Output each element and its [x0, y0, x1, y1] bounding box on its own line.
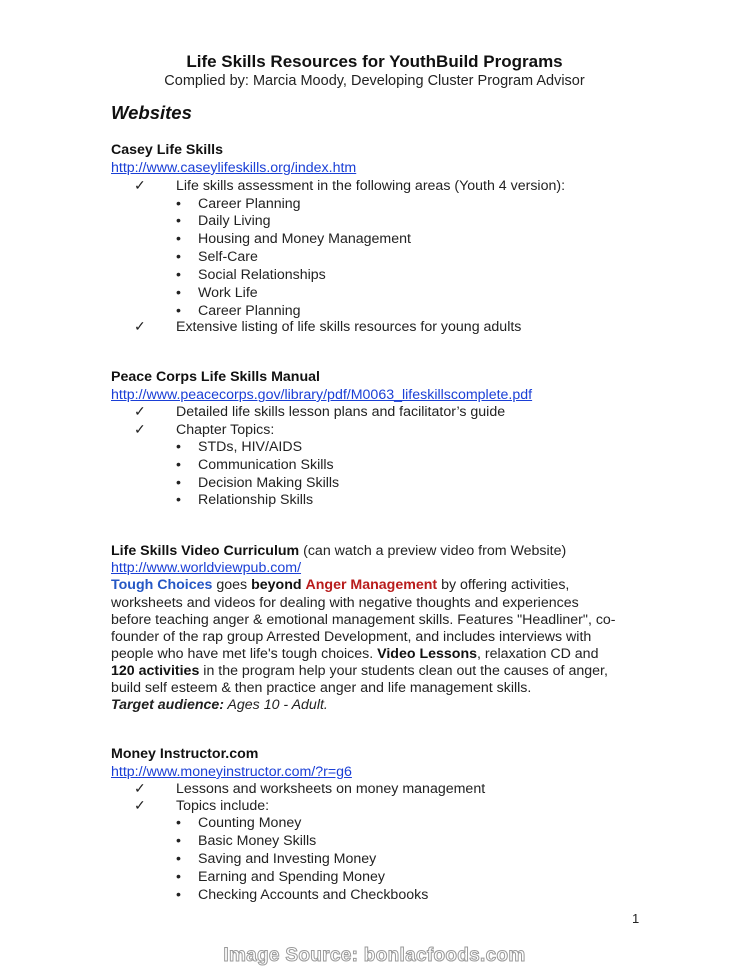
item-text: Decision Making Skills: [198, 475, 340, 491]
item-text: Daily Living: [198, 213, 271, 229]
resource-name: Peace Corps Life Skills Manual: [111, 369, 320, 385]
resource-name: Life Skills Video Curriculum: [111, 543, 300, 559]
resource-title: [111, 141, 223, 159]
item-text: Checking Accounts and Checkbooks: [198, 887, 429, 903]
paragraph-line: [111, 696, 328, 714]
bullet-icon: •: [176, 196, 181, 212]
text-segment: worksheets and videos for dealing with negative thoughts and experiences: [111, 595, 579, 611]
item-text: Extensive listing of life skills resources for young adults: [176, 319, 522, 335]
text-segment: people who have met life's tough choices.: [111, 646, 378, 662]
text-segment: , relaxation CD and: [477, 646, 599, 662]
text-segment: Target audience:: [111, 697, 225, 713]
document-title: Life Skills Resources for YouthBuild Programs: [186, 52, 563, 71]
bullet-icon: •: [176, 303, 181, 319]
item-text: Career Planning: [198, 196, 301, 212]
document-subtitle: Complied by: Marcia Moody, Developing Cluster Program Advisor: [164, 73, 585, 89]
paragraph-line: [111, 611, 616, 629]
item-text: Earning and Spending Money: [198, 869, 385, 885]
item-text: Chapter Topics:: [176, 422, 275, 438]
checkmark-icon: ✓: [134, 798, 146, 814]
resource-link[interactable]: http://www.moneyinstructor.com/?r=g6: [111, 764, 352, 780]
item-text: Career Planning: [198, 303, 301, 319]
item-text: Relationship Skills: [198, 492, 314, 508]
text-segment: by offering activities,: [437, 577, 570, 593]
checklist-item: [134, 780, 485, 798]
checkmark-icon: ✓: [134, 422, 146, 438]
bullet-item: [176, 868, 385, 886]
text-segment: 120 activities: [111, 663, 200, 679]
text-segment: goes: [212, 577, 252, 593]
bullet-icon: •: [176, 887, 181, 903]
item-text: STDs, HIV/AIDS: [198, 439, 303, 455]
item-text: Lessons and worksheets on money management: [176, 781, 486, 797]
resource-name: Money Instructor.com: [111, 746, 259, 762]
bullet-icon: •: [176, 475, 181, 491]
checkmark-icon: ✓: [134, 178, 146, 194]
checklist-item: [134, 403, 505, 421]
bullet-icon: •: [176, 231, 181, 247]
bullet-item: [176, 474, 339, 492]
text-segment: Video Lessons: [377, 646, 478, 662]
paragraph-line: [111, 576, 569, 594]
checklist-item: [134, 421, 274, 439]
bullet-icon: •: [176, 869, 181, 885]
resource-link[interactable]: http://www.peacecorps.gov/library/pdf/M0063_lifeskillscomplete.pdf: [111, 387, 533, 403]
paragraph-line: [111, 662, 608, 680]
bullet-item: [176, 438, 302, 456]
resource-note: (can watch a preview video from Website): [299, 543, 567, 559]
bullet-item: [176, 212, 271, 230]
bullet-item: [176, 266, 326, 284]
page-number: 1: [632, 911, 640, 926]
item-text: Social Relationships: [198, 267, 326, 283]
bullet-icon: •: [176, 439, 181, 455]
text-segment: Tough Choices: [111, 577, 213, 593]
section-heading-websites: Websites: [111, 102, 192, 123]
item-text: Detailed life skills lesson plans and facilitator’s guide: [176, 404, 506, 420]
item-text: Communication Skills: [198, 457, 334, 473]
bullet-item: [176, 886, 428, 904]
bullet-item: [176, 814, 301, 832]
checkmark-icon: ✓: [134, 319, 146, 335]
bullet-item: [176, 284, 258, 302]
item-text: Life skills assessment in the following areas (Youth 4 version):: [176, 178, 566, 194]
item-text: Saving and Investing Money: [198, 851, 377, 867]
resource-name: Casey Life Skills: [111, 142, 223, 158]
item-text: Topics include:: [176, 798, 270, 814]
resource-title: [111, 368, 320, 386]
checklist-item: [134, 177, 565, 195]
bullet-icon: •: [176, 492, 181, 508]
item-text: Work Life: [198, 285, 258, 301]
bullet-icon: •: [176, 815, 181, 831]
checklist-item: [134, 797, 269, 815]
text-segment: Anger Management: [305, 577, 438, 593]
paragraph-line: [111, 628, 591, 646]
text-segment: beyond: [251, 577, 302, 593]
text-segment: build self esteem & then practice anger and life management skills.: [111, 680, 532, 696]
bullet-icon: •: [176, 285, 181, 301]
checklist-item: [134, 318, 521, 336]
bullet-item: [176, 850, 376, 868]
bullet-icon: •: [176, 213, 181, 229]
bullet-item: [176, 195, 301, 213]
item-text: Housing and Money Management: [198, 231, 411, 247]
bullet-item: [176, 230, 411, 248]
text-segment: founder of the rap group Arrested Development, and includes interviews with: [111, 629, 592, 645]
bullet-icon: •: [176, 851, 181, 867]
paragraph-line: [111, 645, 598, 663]
image-source-watermark: Image Source: bonlacfoods.com: [223, 945, 526, 966]
bullet-item: [176, 456, 334, 474]
paragraph-line: [111, 594, 579, 612]
bullet-icon: •: [176, 267, 181, 283]
text-segment: in the program help your students clean out the causes of anger,: [199, 663, 608, 679]
bullet-item: [176, 491, 313, 509]
item-text: Counting Money: [198, 815, 302, 831]
bullet-icon: •: [176, 833, 181, 849]
resource-link[interactable]: http://www.worldviewpub.com/: [111, 560, 302, 576]
bullet-icon: •: [176, 249, 181, 265]
bullet-item: [176, 248, 258, 266]
text-segment: Ages 10 - Adult.: [224, 697, 328, 713]
resource-title: [111, 542, 566, 560]
resource-title: [111, 745, 258, 763]
resource-link[interactable]: http://www.caseylifeskills.org/index.htm: [111, 160, 357, 176]
checkmark-icon: ✓: [134, 781, 146, 797]
bullet-icon: •: [176, 457, 181, 473]
bullet-item: [176, 832, 316, 850]
item-text: Basic Money Skills: [198, 833, 317, 849]
paragraph-line: [111, 679, 531, 697]
text-segment: before teaching anger & emotional management skills. Features "Headliner", co-: [111, 612, 616, 628]
checkmark-icon: ✓: [134, 404, 146, 420]
item-text: Self-Care: [198, 249, 258, 265]
